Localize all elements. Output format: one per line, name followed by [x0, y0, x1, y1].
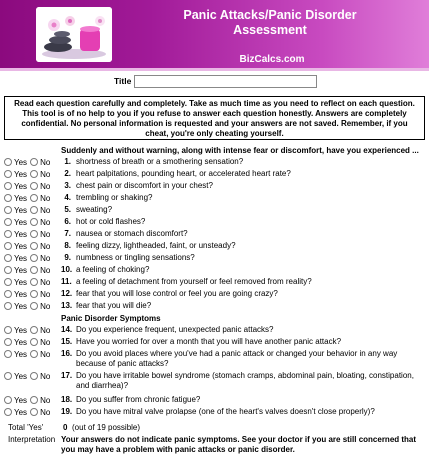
question-number: 4. — [64, 193, 71, 202]
radio-yes[interactable] — [4, 290, 12, 298]
question-number: 10. — [61, 265, 73, 274]
question-row-8 — [0, 240, 429, 252]
question-number: 7. — [64, 229, 71, 238]
radio-yes[interactable] — [4, 170, 12, 178]
radio-yes[interactable] — [4, 182, 12, 190]
question-text: Do you have irritable bowel syndrome (stomach cramps, abdominal pain, bloating, constipation, and diarrhea)? — [76, 371, 414, 390]
radio-yes-label: Yes — [14, 301, 28, 311]
question-text: hot or cold flashes? — [76, 217, 146, 226]
radio-no[interactable] — [30, 290, 38, 298]
title-input[interactable] — [134, 75, 317, 88]
radio-yes[interactable] — [4, 396, 12, 404]
question-row-9 — [0, 252, 429, 264]
radio-no[interactable] — [30, 230, 38, 238]
radio-no[interactable] — [30, 372, 38, 380]
question-number: 1. — [64, 157, 71, 166]
radio-yes-label: Yes — [14, 371, 28, 381]
total-value: 0 — [63, 423, 68, 432]
question-text: heart palpitations, pounding heart, or accelerated heart rate? — [76, 169, 291, 178]
question-text: Do you experience frequent, unexpected panic attacks? — [76, 325, 274, 334]
radio-no-label: No — [40, 277, 51, 287]
question-row-10 — [0, 264, 429, 276]
question-row-2 — [0, 168, 429, 180]
radio-yes-label: Yes — [14, 395, 28, 405]
question-row-11 — [0, 276, 429, 288]
answer-radios — [4, 300, 58, 312]
radio-no[interactable] — [30, 266, 38, 274]
question-number: 5. — [64, 205, 71, 214]
radio-yes[interactable] — [4, 350, 12, 358]
radio-yes[interactable] — [4, 266, 12, 274]
answer-radios — [4, 276, 58, 288]
answer-radios — [4, 204, 58, 216]
instructions-box: Read each question carefully and completely. Take as much time as you need to reflect on each question. This tool is of no help to you if you refuse to answer each question honestly. Answers are completely confidential. No personal information is requested and your answers are not saved. Remember, if you cheat, you're only cheating yourself. — [4, 96, 425, 140]
radio-no[interactable] — [30, 302, 38, 310]
answer-radios — [4, 394, 58, 406]
total-label: Total 'Yes' — [8, 423, 44, 432]
radio-no[interactable] — [30, 170, 38, 178]
question-number: 11. — [61, 277, 72, 286]
answer-radios — [4, 192, 58, 204]
question-row-19 — [0, 406, 429, 418]
radio-yes[interactable] — [4, 230, 12, 238]
total-row — [0, 422, 429, 434]
radio-no-label: No — [40, 289, 51, 299]
title-row — [0, 75, 429, 89]
radio-yes-label: Yes — [14, 349, 28, 359]
radio-no[interactable] — [30, 194, 38, 202]
section-heading-symptoms: Suddenly and without warning, along with intense fear or discomfort, have you experienced ... — [61, 146, 419, 155]
radio-yes[interactable] — [4, 326, 12, 334]
question-text: Do you have mitral valve prolapse (one of the heart's valves doesn't close properly)? — [76, 407, 375, 416]
question-row-4 — [0, 192, 429, 204]
radio-no-label: No — [40, 371, 51, 381]
question-text: fear that you will lose control or feel you are going crazy? — [76, 289, 278, 298]
question-row-13 — [0, 300, 429, 312]
question-text: Have you worried for over a month that you will have another panic attack? — [76, 337, 342, 346]
radio-yes-label: Yes — [14, 169, 28, 179]
radio-no[interactable] — [30, 254, 38, 262]
question-text: feeling dizzy, lightheaded, faint, or unsteady? — [76, 241, 236, 250]
radio-no-label: No — [40, 301, 51, 311]
radio-yes[interactable] — [4, 338, 12, 346]
radio-no[interactable] — [30, 206, 38, 214]
spa-stones-icon — [36, 7, 112, 62]
question-number: 15. — [61, 337, 73, 346]
question-text: chest pain or discomfort in your chest? — [76, 181, 213, 190]
radio-no-label: No — [40, 253, 51, 263]
interpretation-label: Interpretation — [8, 435, 56, 444]
question-row-7 — [0, 228, 429, 240]
radio-no[interactable] — [30, 242, 38, 250]
question-text: numbness or tingling sensations? — [76, 253, 195, 262]
radio-no[interactable] — [30, 326, 38, 334]
radio-no-label: No — [40, 181, 51, 191]
answer-radios — [4, 156, 58, 168]
radio-yes[interactable] — [4, 278, 12, 286]
radio-yes[interactable] — [4, 254, 12, 262]
question-text: nausea or stomach discomfort? — [76, 229, 188, 238]
answer-radios — [4, 264, 58, 276]
answer-radios — [4, 180, 58, 192]
question-row-3 — [0, 180, 429, 192]
question-text: Do you suffer from chronic fatigue? — [76, 395, 201, 404]
answer-radios — [4, 288, 58, 300]
radio-no-label: No — [40, 349, 51, 359]
answer-radios — [4, 370, 58, 382]
radio-yes[interactable] — [4, 242, 12, 250]
radio-yes[interactable] — [4, 302, 12, 310]
radio-yes-label: Yes — [14, 337, 28, 347]
question-row-16 — [0, 348, 429, 370]
question-number: 2. — [64, 169, 71, 178]
question-number: 17. — [61, 371, 73, 380]
radio-no[interactable] — [30, 338, 38, 346]
question-number: 8. — [64, 241, 71, 250]
radio-yes-label: Yes — [14, 193, 28, 203]
question-number: 9. — [64, 253, 71, 262]
radio-no-label: No — [40, 169, 51, 179]
radio-no[interactable] — [30, 408, 38, 416]
radio-no-label: No — [40, 217, 51, 227]
radio-yes[interactable] — [4, 206, 12, 214]
radio-yes-label: Yes — [14, 325, 28, 335]
radio-yes-label: Yes — [14, 217, 28, 227]
radio-yes-label: Yes — [14, 289, 28, 299]
answer-radios — [4, 252, 58, 264]
site-name[interactable]: BizCalcs.com — [239, 54, 305, 65]
answer-radios — [4, 228, 58, 240]
radio-yes-label: Yes — [14, 157, 28, 167]
answer-radios — [4, 168, 58, 180]
radio-no-label: No — [40, 265, 51, 275]
radio-yes-label: Yes — [14, 265, 28, 275]
question-text: fear that you will die? — [76, 301, 152, 310]
radio-yes-label: Yes — [14, 229, 28, 239]
radio-no[interactable] — [30, 396, 38, 404]
radio-no[interactable] — [30, 182, 38, 190]
radio-yes-label: Yes — [14, 407, 28, 417]
radio-yes[interactable] — [4, 408, 12, 416]
interpretation-row — [0, 434, 429, 461]
title-label: Title — [114, 76, 132, 86]
section-heading-disorder: Panic Disorder Symptoms — [61, 314, 161, 323]
answer-radios — [4, 240, 58, 252]
question-text: a feeling of choking? — [76, 265, 150, 274]
question-row-15 — [0, 336, 429, 348]
header-banner — [0, 0, 429, 68]
question-number: 13. — [61, 301, 73, 310]
radio-no[interactable] — [30, 158, 38, 166]
radio-no-label: No — [40, 325, 51, 335]
answer-radios — [4, 336, 58, 348]
question-text: Do you avoid places where you've had a panic attack or changed your behavior in any way because of panic attacks? — [76, 349, 398, 368]
header-divider — [0, 68, 429, 71]
radio-no[interactable] — [30, 218, 38, 226]
radio-no-label: No — [40, 395, 51, 405]
question-row-5 — [0, 204, 429, 216]
radio-no[interactable] — [30, 278, 38, 286]
question-number: 6. — [64, 217, 71, 226]
radio-yes[interactable] — [4, 218, 12, 226]
question-text: shortness of breath or a smothering sensation? — [76, 157, 244, 166]
question-row-1 — [0, 156, 429, 168]
radio-no-label: No — [40, 193, 51, 203]
question-row-17 — [0, 370, 429, 392]
radio-yes-label: Yes — [14, 181, 28, 191]
radio-yes-label: Yes — [14, 253, 28, 263]
radio-no[interactable] — [30, 350, 38, 358]
question-number: 18. — [61, 395, 73, 404]
question-text: a feeling of detachment from yourself or feel removed from reality? — [76, 277, 312, 286]
answer-radios — [4, 216, 58, 228]
radio-yes[interactable] — [4, 158, 12, 166]
question-row-12 — [0, 288, 429, 300]
question-number: 12. — [61, 289, 73, 298]
answer-radios — [4, 348, 58, 360]
answer-radios — [4, 406, 58, 418]
question-row-6 — [0, 216, 429, 228]
radio-yes[interactable] — [4, 372, 12, 380]
radio-no-label: No — [40, 205, 51, 215]
interpretation-text: Your answers do not indicate panic symptoms. See your doctor if you are still concerned that you may have a problem with panic attacks or panic disorder. — [61, 435, 417, 454]
radio-no-label: No — [40, 241, 51, 251]
question-number: 3. — [64, 181, 71, 190]
question-row-18 — [0, 394, 429, 406]
question-row-14 — [0, 324, 429, 336]
question-text: trembling or shaking? — [76, 193, 153, 202]
radio-yes-label: Yes — [14, 205, 28, 215]
logo-image — [36, 7, 112, 62]
radio-no-label: No — [40, 337, 51, 347]
total-possible: (out of 19 possible) — [72, 423, 141, 432]
radio-yes[interactable] — [4, 194, 12, 202]
question-number: 16. — [61, 349, 73, 358]
page-title: Panic Attacks/Panic Disorder Assessment — [183, 8, 357, 37]
question-number: 19. — [61, 407, 73, 416]
question-number: 14. — [61, 325, 73, 334]
answer-radios — [4, 324, 58, 336]
radio-yes-label: Yes — [14, 277, 28, 287]
radio-no-label: No — [40, 157, 51, 167]
radio-yes-label: Yes — [14, 241, 28, 251]
radio-no-label: No — [40, 229, 51, 239]
radio-no-label: No — [40, 407, 51, 417]
question-text: sweating? — [76, 205, 113, 214]
